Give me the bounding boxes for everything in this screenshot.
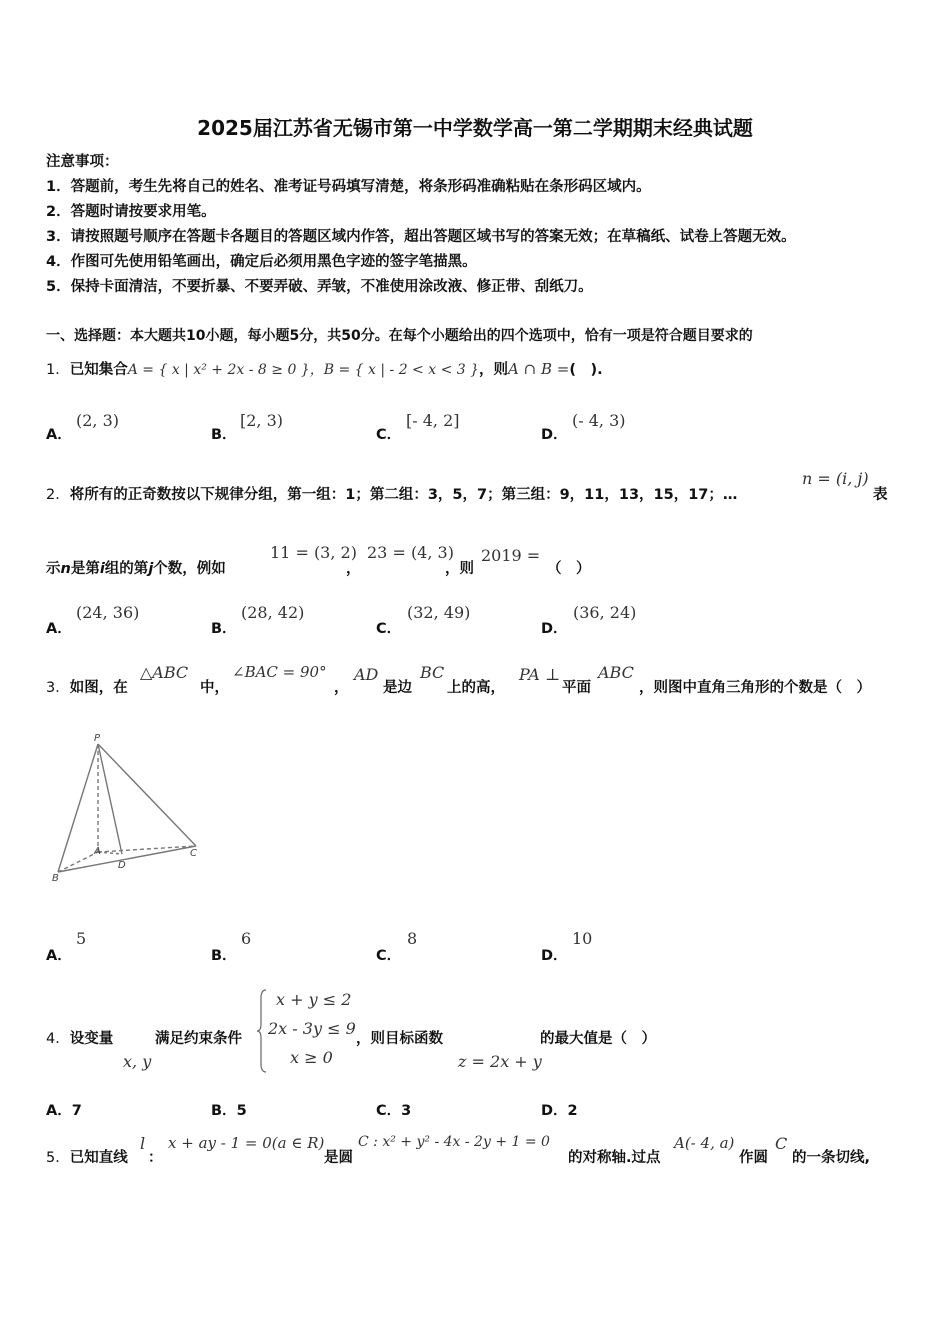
notice-item-2: 2．答题时请按要求用笔。 — [46, 204, 216, 220]
question-text: ，则图中直角三角形的个数是（ ） — [639, 680, 871, 696]
math-triangle: △ABC — [140, 663, 189, 682]
question-text: 表 — [873, 487, 888, 503]
question-text: ，则 — [479, 362, 509, 378]
question-2-line-2 — [46, 557, 226, 578]
option-b-label: B． — [211, 621, 237, 637]
option-a-value: (2, 3) — [76, 411, 120, 430]
math-xy: x, y — [123, 1052, 152, 1071]
question-text: 中， — [200, 680, 229, 696]
notice-item-1: 1．答题前，考生先将自己的姓名、准考证号码填写清楚，将条形码准确粘贴在条形码区域内。 — [46, 179, 651, 195]
option-b-value: (28, 42) — [241, 603, 305, 622]
option-c-value: [- 4, 2] — [406, 411, 460, 430]
option-b-label: B． — [211, 1103, 237, 1119]
question-number: 4． — [46, 1031, 70, 1047]
math-bc: BC — [420, 663, 445, 682]
question-text: 个数，例如 — [153, 561, 226, 577]
question-text: 已知集合 — [69, 362, 128, 378]
question-number: 3． — [46, 680, 70, 696]
option-c-label: C． — [376, 1103, 402, 1119]
notice-item-5: 5．保持卡面清洁，不要折暴、不要弄破、弄皱，不准使用涂改液、修正带、刮纸刀。 — [46, 279, 593, 295]
option-d-label: D． — [541, 621, 568, 637]
label-a: A — [94, 846, 101, 857]
question-text: 设变量 — [69, 1031, 114, 1047]
option-a-label: A． — [46, 621, 72, 637]
option-d-value: 10 — [572, 929, 593, 948]
option-d — [541, 1099, 578, 1120]
option-c-label: C． — [376, 427, 402, 443]
edge-pb — [58, 744, 98, 872]
notice-heading: 注意事项： — [46, 154, 119, 170]
option-d-label: D． — [541, 427, 568, 443]
constraint-2: 2x - 3y ≤ 9 — [268, 1019, 356, 1038]
edge-pc — [98, 744, 196, 846]
option-a-value: (24, 36) — [76, 603, 140, 622]
edge-pd — [98, 744, 122, 854]
option-b-value: [2, 3) — [240, 411, 284, 430]
question-text: 示 — [46, 561, 61, 577]
option-d-value: 2 — [567, 1103, 578, 1119]
option-c-label: C． — [376, 621, 402, 637]
section-heading: 一、选择题：本大题共10小题，每小题5分，共50分。在每个小题给出的四个选项中，恰有一项是符合题目要求的 — [46, 328, 753, 344]
question-1 — [46, 358, 603, 379]
question-5 — [46, 1146, 128, 1167]
option-a-label: A． — [46, 427, 72, 443]
question-4 — [46, 1027, 113, 1048]
option-c — [376, 1099, 411, 1120]
option-c-value: (32, 49) — [407, 603, 471, 622]
math-objective: z = 2x + y — [458, 1052, 542, 1071]
option-c-label: C． — [376, 948, 402, 964]
option-b-label: B． — [211, 948, 237, 964]
label-b: B — [52, 873, 59, 884]
option-c-value: 8 — [407, 929, 418, 948]
math-sets: A = { x | x² + 2x - 8 ≥ 0 }，B = { x | - 2 < x < 3 } — [127, 362, 480, 378]
math-circle-eq: C : x² + y² - 4x - 2y + 1 = 0 — [358, 1134, 550, 1150]
question-text: 上的高， — [447, 680, 505, 696]
option-a-label: A． — [46, 1103, 72, 1119]
question-text: 已知直线 — [69, 1150, 128, 1166]
constraint-brace — [256, 988, 268, 1074]
label-c: C — [190, 848, 197, 859]
question-text: 是边 — [383, 680, 412, 696]
math-line-l: l — [140, 1134, 146, 1153]
math-n-ij: n = (i, j) — [802, 469, 869, 488]
math-pa-perp: PA ⊥ — [519, 665, 560, 684]
question-text: ， — [346, 561, 361, 577]
answer-blank: ( ). — [569, 362, 603, 378]
pyramid-figure — [48, 728, 208, 888]
option-a-label: A． — [46, 948, 72, 964]
notice-item-3: 3．请按照题号顺序在答题卡各题目的答题区域内作答，超出答题区域书写的答案无效；在草稿纸、试卷上答题无效。 — [46, 229, 796, 245]
question-text: 作圆 — [739, 1150, 768, 1166]
question-text: ， — [334, 680, 349, 696]
question-number: 1． — [46, 362, 70, 378]
question-text: ，则目标函数 — [356, 1031, 443, 1047]
math-point-a: A(- 4, a) — [674, 1134, 735, 1152]
option-a — [46, 1099, 82, 1120]
math-ad: AD — [354, 665, 379, 684]
option-b-label: B． — [211, 427, 237, 443]
math-2019: 2019 = — [481, 546, 541, 565]
question-text: 的最大值是（ ） — [540, 1031, 656, 1047]
variable-j: j — [148, 561, 154, 577]
math-circle-c: C — [775, 1134, 788, 1153]
question-text: 的对称轴.过点 — [568, 1150, 661, 1166]
question-text: 组的第 — [104, 561, 149, 577]
option-b-value: 6 — [241, 929, 252, 948]
option-c-value: 3 — [401, 1103, 412, 1119]
math-abc: ABC — [598, 663, 634, 682]
question-text: ： — [148, 1150, 163, 1166]
question-3 — [46, 676, 128, 697]
question-text: 满足约束条件 — [155, 1031, 242, 1047]
notice-item-4: 4．作图可先使用铅笔画出，确定后必须用黑色字迹的签字笔描黑。 — [46, 254, 477, 270]
question-text: 如图，在 — [69, 680, 128, 696]
answer-blank: （ ） — [547, 561, 591, 577]
constraint-1: x + y ≤ 2 — [276, 990, 352, 1009]
option-d-value: (36, 24) — [573, 603, 637, 622]
question-text: 平面 — [562, 680, 591, 696]
question-number: 5． — [46, 1150, 70, 1166]
math-intersection: A ∩ B = — [508, 360, 570, 378]
constraint-3: x ≥ 0 — [290, 1048, 333, 1067]
option-d-value: (- 4, 3) — [572, 411, 626, 430]
variable-n: n — [60, 561, 71, 577]
variable-i: i — [99, 561, 105, 577]
question-text: ，则 — [445, 561, 474, 577]
question-number: 2． — [46, 487, 70, 503]
question-text: 的一条切线, — [792, 1150, 871, 1166]
label-p: P — [94, 733, 101, 744]
math-example-1: 11 = (3, 2) — [270, 543, 357, 562]
option-a-value: 5 — [76, 929, 87, 948]
option-b — [211, 1099, 247, 1120]
option-b-value: 5 — [236, 1103, 247, 1119]
math-line-eq: x + ay - 1 = 0(a ∈ R) — [168, 1134, 325, 1152]
page-title: 2025届江苏省无锡市第一中学数学高一第二学期期末经典试题 — [197, 116, 753, 140]
question-text: 将所有的正奇数按以下规律分组，第一组：1；第二组：3，5，7；第三组：9，11，13，15，17；… — [69, 487, 738, 503]
option-a-value: 7 — [71, 1103, 82, 1119]
label-d: D — [118, 860, 126, 871]
question-text: 是第 — [70, 561, 100, 577]
question-text: 是圆 — [324, 1150, 353, 1166]
math-example-2: 23 = (4, 3) — [367, 543, 454, 562]
question-2 — [46, 483, 737, 504]
option-d-label: D． — [541, 948, 568, 964]
math-angle: ∠BAC = 90° — [232, 663, 327, 681]
option-d-label: D． — [541, 1103, 568, 1119]
